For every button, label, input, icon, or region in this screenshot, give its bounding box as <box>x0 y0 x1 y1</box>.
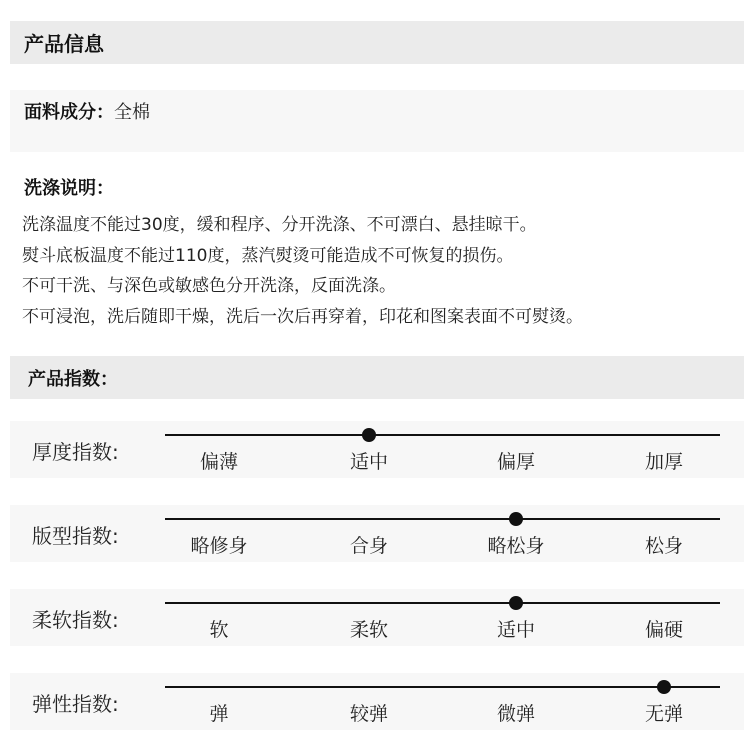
index-row <box>10 421 744 478</box>
index-option: 偏厚 <box>496 451 535 473</box>
index-label: 版型指数: <box>32 524 119 548</box>
index-row <box>10 589 744 646</box>
index-option: 弹 <box>209 703 229 725</box>
product-info-header <box>10 21 744 64</box>
index-option: 较弹 <box>349 703 388 725</box>
product-index-header <box>10 356 744 399</box>
index-scale-line <box>165 434 720 436</box>
index-scale-line <box>165 602 720 604</box>
index-marker-dot <box>362 428 376 442</box>
index-marker-dot <box>657 680 671 694</box>
index-option: 适中 <box>349 451 388 473</box>
washing-instructions <box>22 210 742 332</box>
index-option: 偏硬 <box>644 619 683 641</box>
index-option: 合身 <box>349 535 388 557</box>
washing-line: 不可干洗、与深色或敏感色分开洗涤，反面洗涤。 <box>22 276 396 296</box>
index-option: 软 <box>209 619 229 641</box>
index-marker-dot <box>509 512 523 526</box>
index-option: 偏薄 <box>199 451 238 473</box>
index-option: 适中 <box>496 619 535 641</box>
index-option: 无弹 <box>644 703 683 725</box>
index-option: 略修身 <box>190 535 248 557</box>
index-option: 松身 <box>644 535 683 557</box>
washing-line: 洗涤温度不能过30度，缓和程序、分开洗涤、不可漂白、悬挂晾干。 <box>22 215 537 235</box>
index-option: 略松身 <box>487 535 545 557</box>
index-scale-line <box>165 686 720 688</box>
index-label: 弹性指数: <box>32 692 119 716</box>
index-label: 柔软指数: <box>32 608 119 632</box>
index-scale-line <box>165 518 720 520</box>
product-index-title: 产品指数： <box>28 368 118 390</box>
index-option: 微弹 <box>496 703 535 725</box>
index-label: 厚度指数: <box>32 440 119 464</box>
index-row <box>10 673 744 730</box>
washing-line: 熨斗底板温度不能过110度，蒸汽熨烫可能造成不可恢复的损伤。 <box>22 245 514 266</box>
product-info-title: 产品信息 <box>24 32 104 56</box>
fabric-label: 面料成分： <box>24 102 114 123</box>
fabric-value: 全棉 <box>114 102 150 123</box>
index-marker-dot <box>509 596 523 610</box>
index-row <box>10 505 744 562</box>
washing-title: 洗涤说明： <box>24 178 114 199</box>
fabric-composition-row <box>10 90 744 152</box>
index-option: 柔软 <box>349 619 388 641</box>
index-option: 加厚 <box>644 451 683 473</box>
washing-line: 不可浸泡，洗后随即干燥，洗后一次后再穿着，印花和图案表面不可熨烫。 <box>22 306 583 327</box>
